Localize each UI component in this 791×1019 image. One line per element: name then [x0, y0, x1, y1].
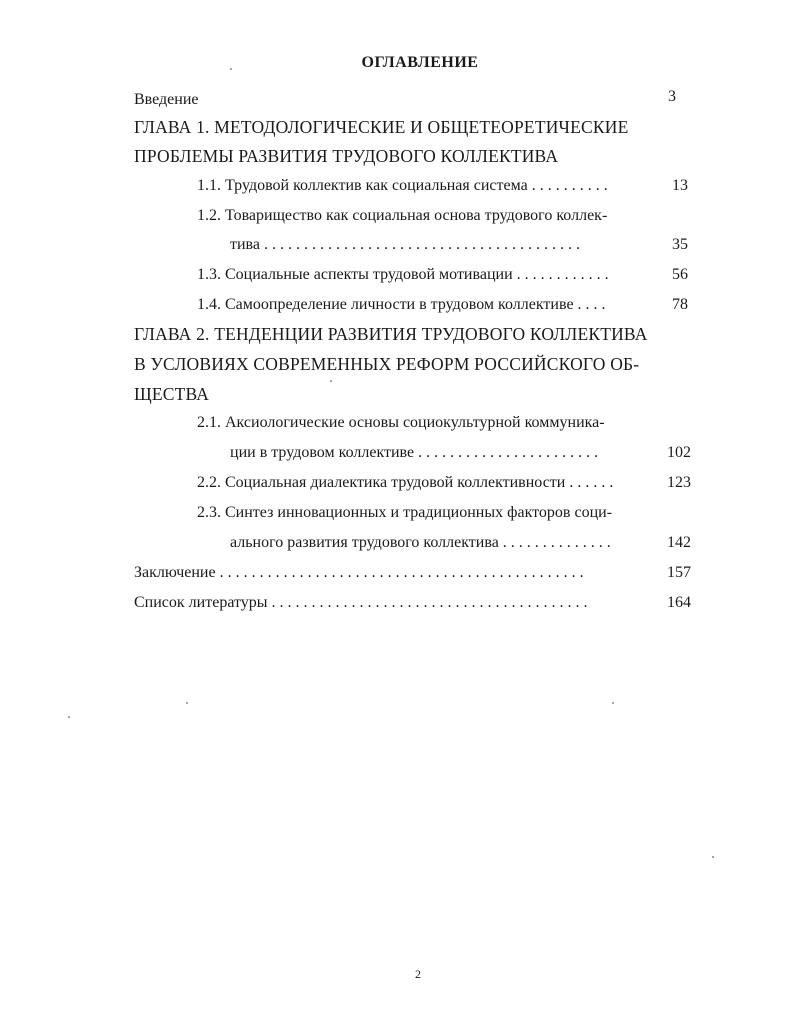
section-1-1-text: 1.1. Трудовой коллектив как социальная система . . . . . . . . . .	[197, 177, 608, 194]
chapter2-title-line3: ЩЕСТВА	[134, 384, 210, 404]
chapter1-title-line2: ПРОБЛЕМЫ РАЗВИТИЯ ТРУДОВОГО КОЛЛЕКТИВА	[134, 146, 559, 166]
toc-intro-label: Введение	[134, 91, 199, 108]
scan-speck	[330, 380, 332, 382]
section-2-1-page: 102	[667, 444, 691, 461]
chapter2-title-line2: В УСЛОВИЯХ СОВРЕМЕННЫХ РЕФОРМ РОССИЙСКОГО ОБ-	[134, 354, 640, 374]
toc-title: ОГЛАВЛЕНИЕ	[361, 54, 479, 71]
scan-speck	[230, 68, 232, 70]
section-1-2-text-line1: 1.2. Товарищество как социальная основа трудового коллек-	[197, 207, 608, 224]
scan-speck	[712, 856, 714, 858]
section-1-2-page: 35	[672, 236, 688, 253]
section-2-2-text: 2.2. Социальная диалектика трудовой коллективности . . . . . .	[197, 474, 614, 491]
section-2-3-page: 142	[667, 534, 691, 551]
page-number: 2	[415, 967, 421, 981]
section-1-2-text-line2: тива . . . . . . . . . . . . . . . . . . . . . . . . . . . . . . . . . . . . . . . .	[230, 236, 580, 253]
scan-speck	[186, 702, 188, 704]
scan-speck	[68, 716, 70, 718]
toc-conclusion-page: 157	[667, 564, 691, 581]
section-2-1-text-line1: 2.1. Аксиологические основы социокультурной коммуника-	[197, 414, 605, 431]
section-1-4-text: 1.4. Самоопределение личности в трудовом коллективе . . . .	[197, 296, 606, 313]
toc-references-page: 164	[667, 594, 691, 611]
section-2-1-text-line2: ции в трудовом коллективе . . . . . . . . . . . . . . . . . . . . . . .	[230, 444, 599, 461]
section-1-1-page: 13	[672, 177, 688, 194]
chapter2-title-line1: ГЛАВА 2. ТЕНДЕНЦИИ РАЗВИТИЯ ТРУДОВОГО КОЛЛЕКТИВА	[134, 324, 648, 344]
section-2-3-text-line2: ального развития трудового коллектива . . . . . . . . . . . . . .	[230, 534, 611, 551]
section-2-3-text-line1: 2.3. Синтез инновационных и традиционных факторов соци-	[197, 504, 613, 521]
section-1-3-page: 56	[672, 266, 688, 283]
section-1-3-text: 1.3. Социальные аспекты трудовой мотивации . . . . . . . . . . . .	[197, 266, 609, 283]
chapter1-title-line1: ГЛАВА 1. МЕТОДОЛОГИЧЕСКИЕ И ОБЩЕТЕОРЕТИЧЕСКИЕ	[134, 117, 629, 137]
section-2-2-page: 123	[667, 474, 691, 491]
toc-conclusion-label: Заключение . . . . . . . . . . . . . . . . . . . . . . . . . . . . . . . . . . . . . . . . . . . . . .	[134, 564, 584, 581]
toc-intro-page: 3	[668, 88, 676, 105]
section-1-4-page: 78	[672, 296, 688, 313]
scan-speck	[612, 702, 614, 704]
toc-references-label: Список литературы . . . . . . . . . . . . . . . . . . . . . . . . . . . . . . . . . . . . . . . .	[134, 594, 588, 611]
